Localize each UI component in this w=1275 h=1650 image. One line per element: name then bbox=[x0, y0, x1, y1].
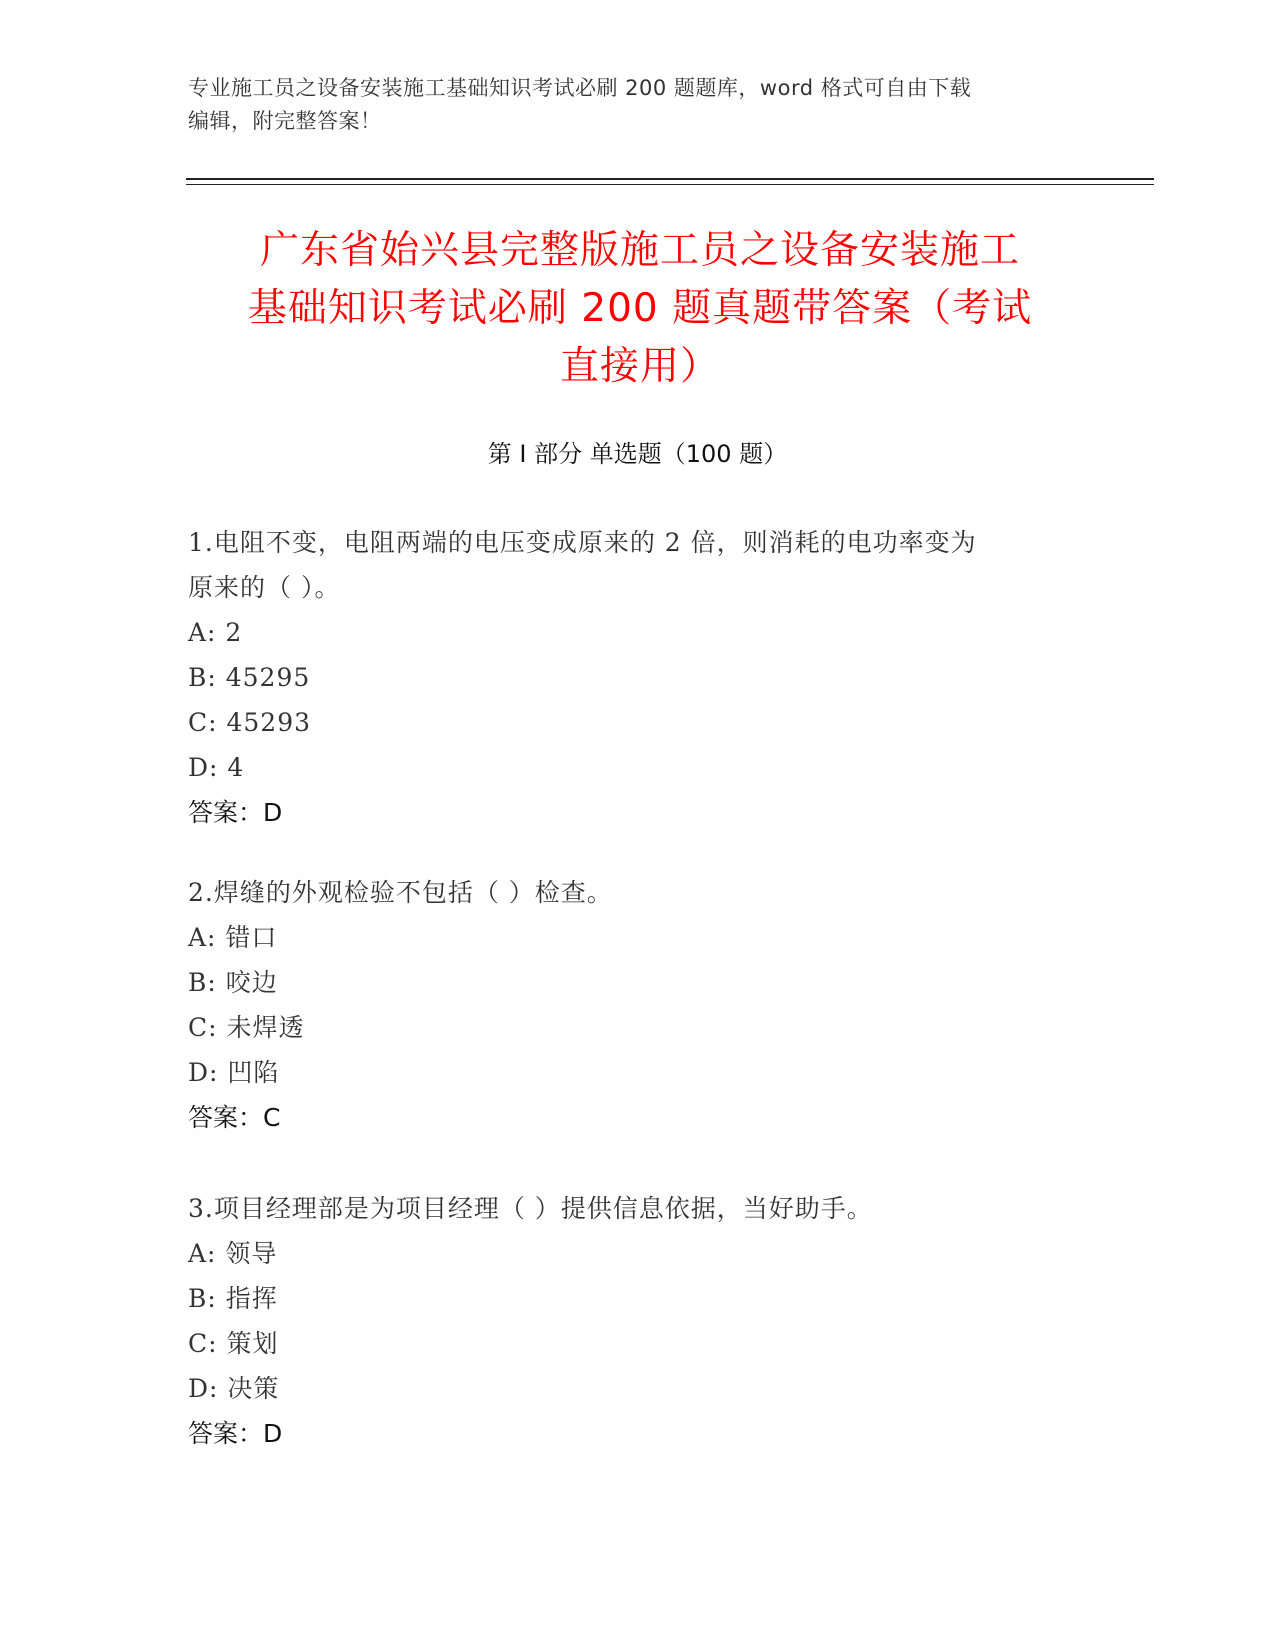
answer: 答案：D bbox=[188, 798, 283, 827]
answer: 答案：C bbox=[188, 1103, 281, 1132]
header-divider-thick bbox=[186, 178, 1154, 180]
option-d: D: 4 bbox=[188, 753, 245, 782]
question-stem-line-1: 2.焊缝的外观检验不包括（ ）检查。 bbox=[188, 878, 613, 907]
document-title-line-3: 直接用） bbox=[559, 344, 720, 389]
option-b: B: 45295 bbox=[188, 663, 311, 692]
header-note-line-2: 编辑，附完整答案！ bbox=[188, 109, 382, 133]
answer: 答案：D bbox=[188, 1419, 283, 1448]
option-b: B: 咬边 bbox=[188, 968, 278, 997]
document-title bbox=[160, 222, 1120, 396]
header-note-line-1: 专业施工员之设备安装施工基础知识考试必刷 200 题题库，word 格式可自由下载 bbox=[188, 76, 972, 100]
option-c: C: 策划 bbox=[188, 1329, 279, 1358]
question-2 bbox=[188, 870, 1068, 1140]
question-stem-line-1: 3.项目经理部是为项目经理（ ）提供信息依据，当好助手。 bbox=[188, 1194, 873, 1223]
section-heading: 第 I 部分 单选题（100 题） bbox=[487, 440, 788, 468]
option-d: D: 凹陷 bbox=[188, 1058, 280, 1087]
document-title-line-1: 广东省始兴县完整版施工员之设备安装施工 bbox=[259, 228, 1020, 273]
question-3 bbox=[188, 1186, 1068, 1456]
question-stem-line-1: 1.电阻不变，电阻两端的电压变成原来的 2 倍，则消耗的电功率变为 bbox=[188, 528, 977, 557]
header-divider-thin bbox=[186, 184, 1154, 185]
document-title-line-2: 基础知识考试必刷 200 题真题带答案（考试 bbox=[247, 286, 1033, 331]
option-a: A: 领导 bbox=[188, 1239, 278, 1268]
option-c: C: 45293 bbox=[188, 708, 312, 737]
option-a: A: 错口 bbox=[188, 923, 278, 952]
option-b: B: 指挥 bbox=[188, 1284, 278, 1313]
header-note bbox=[188, 72, 1088, 138]
option-d: D: 决策 bbox=[188, 1374, 280, 1403]
question-stem-line-2: 原来的（ ）。 bbox=[188, 573, 341, 602]
option-c: C: 未焊透 bbox=[188, 1013, 305, 1042]
option-a: A: 2 bbox=[188, 618, 243, 647]
question-1 bbox=[188, 520, 1068, 835]
